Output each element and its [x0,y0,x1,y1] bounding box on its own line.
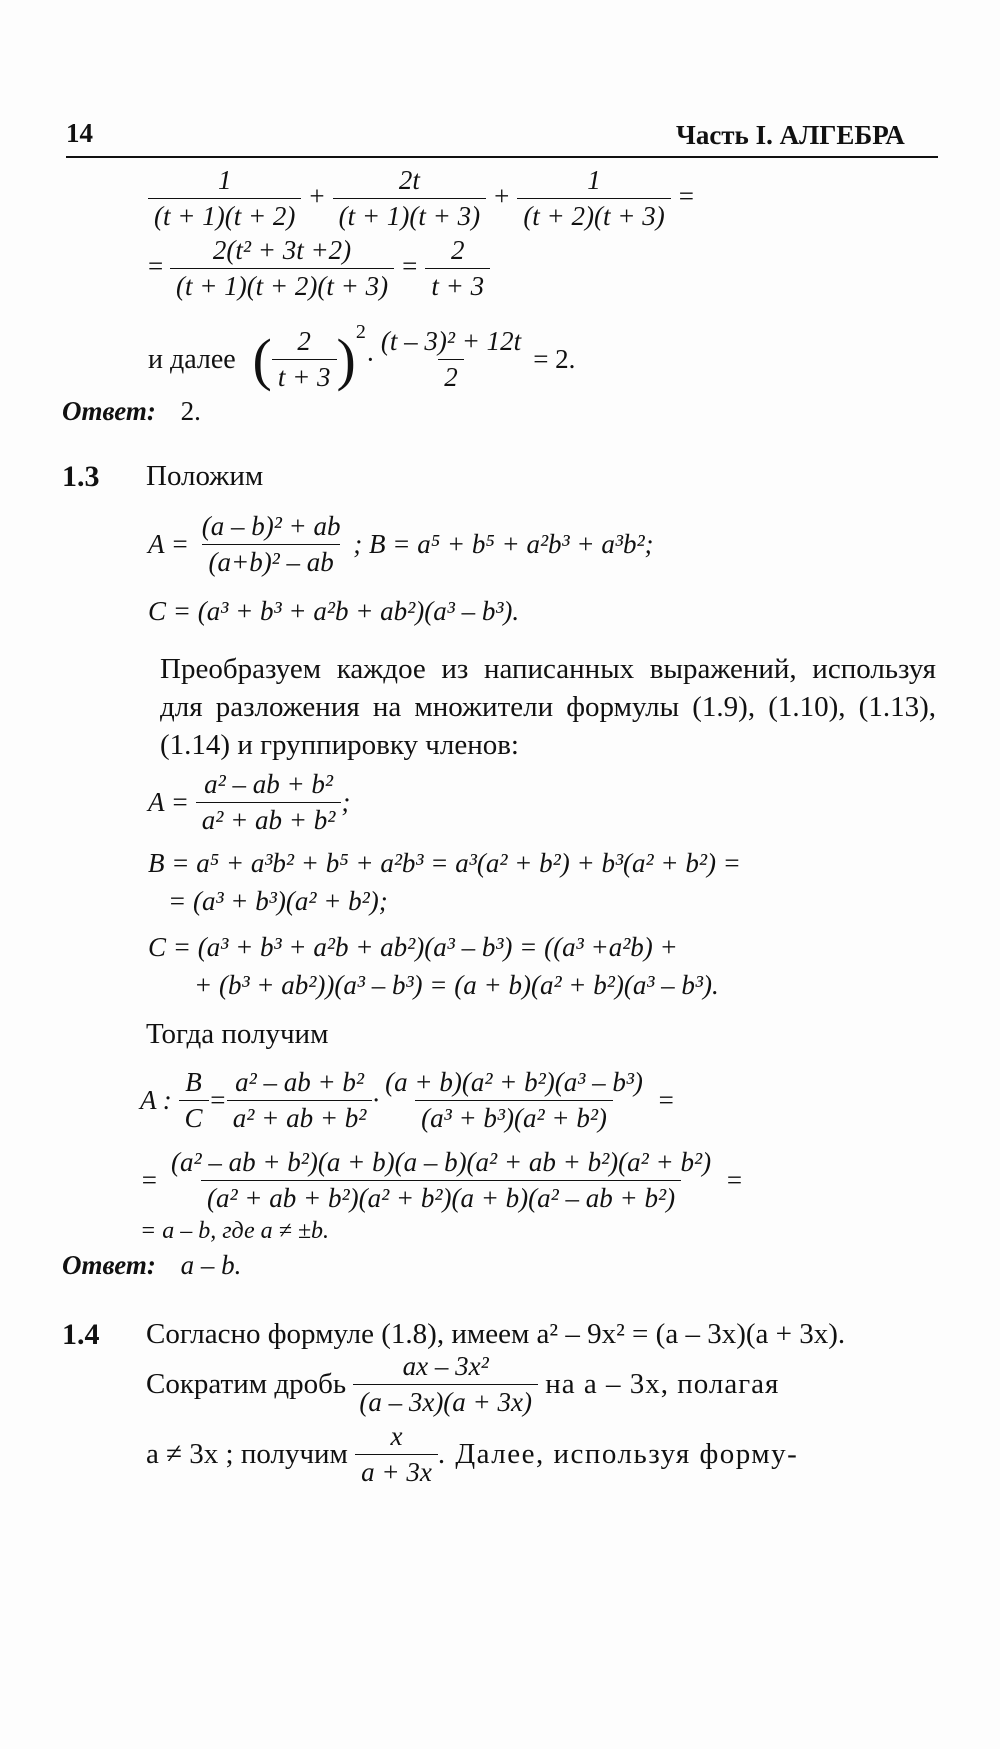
problem-1-4-line-1: Согласно формуле (1.8), имеем a² – 9x² = (a – 3x)(a + 3x). [146,1318,846,1350]
problem-number-1-3: 1.3 [62,460,100,493]
problem-1-3-text: Преобразуем каждое из написанных выражений, используя для разложения на множители формулы (1.9), (1.10), (1.13), (1.14) и группировку членов: [160,653,936,761]
equation-line-3: и далее ( $\frac{2}{t + 3}$ )$^2$· $\frac{\text{(t – 3)² + 12t}}{2}$ = 2. [148,321,576,392]
result-line-2: = $\frac{\text{(a² – ab + b²)(a + b)(a – b)(a² + ab + b²)(a² + b²)}}{\text{(a² + ab + b²)(a² + b²)(a + b)(a² – ab + b²)}}$ = [140,1147,744,1213]
result-line-3: = a – b, где a ≠ ±b. [140,1218,329,1244]
then-text: Тогда получим [146,1018,329,1050]
answer-line-2 [62,1250,241,1281]
answer-value: 2. [180,396,201,426]
header-rule [66,156,938,158]
problem-1-3-intro: Положим [146,460,264,492]
answer-value: a – b. [180,1250,242,1280]
running-title: Часть I. АЛГЕБРА [676,120,905,150]
simplified-B-line-1: B = a⁵ + a³b² + b⁵ + a²b³ = a³(a² + b²) + b³(a² + b²) = [148,848,741,878]
definition-A: A = $\frac{\text{(a – b)² + ab}}{\text{(a+b)² – ab}}$ ; B = a⁵ + b⁵ + a²b³ + a³b²; [148,511,654,577]
answer-label: Ответ: [62,1250,156,1280]
simplified-A: A = $\frac{\text{a² – ab + b²}}{\text{a² + ab + b²}}$ ; [148,769,351,835]
result-line-1: A : $\frac{B}{C}$ = $\frac{\text{a² – ab + b²}}{\text{a² + ab + b²}}$ · $\frac{\text{(a + b)(a² + b²)(a³ – b³)}}{\text{(a³ + b³)(a² + b²)}}$ = [140,1067,676,1133]
simplified-C-line-1: C = (a³ + b³ + a²b + ab²)(a³ – b³) = ((a³ +a²b) + [148,932,678,962]
definition-C: C = (a³ + b³ + a²b + ab²)(a³ – b³). [148,596,520,626]
answer-line-1 [62,396,201,427]
problem-number-1-4: 1.4 [62,1318,100,1351]
equation-line-1: $\frac{1}{(t + 1)(t + 2)}$ + $\frac{2t}{(t + 1)(t + 3)}$ + $\frac{1}{(t + 2)(t + 3)}$ = [148,166,702,231]
problem-1-4-line-3: a ≠ 3x ; получим $\frac{x}{a + 3x}$ . Далее, используя форму- [146,1421,799,1487]
simplified-C-line-2: + (b³ + ab²))(a³ – b³) = (a + b)(a² + b²)(a³ – b³). [194,970,719,1000]
simplified-B-line-2: = (a³ + b³)(a² + b²); [168,886,388,916]
problem-1-4-line-2: Сократим дробь $\frac{\text{ax – 3x²}}{(a - 3x)(a + 3x)}$ на a – 3x, полагая [146,1351,780,1417]
page-number: 14 [66,118,93,148]
equation-line-2: = $\frac{\text{2(t² + 3t +2)}}{(t + 1)(t + 2)(t + 3)}$ = $\frac{2}{t + 3}$ [148,236,490,301]
answer-label: Ответ: [62,396,156,426]
